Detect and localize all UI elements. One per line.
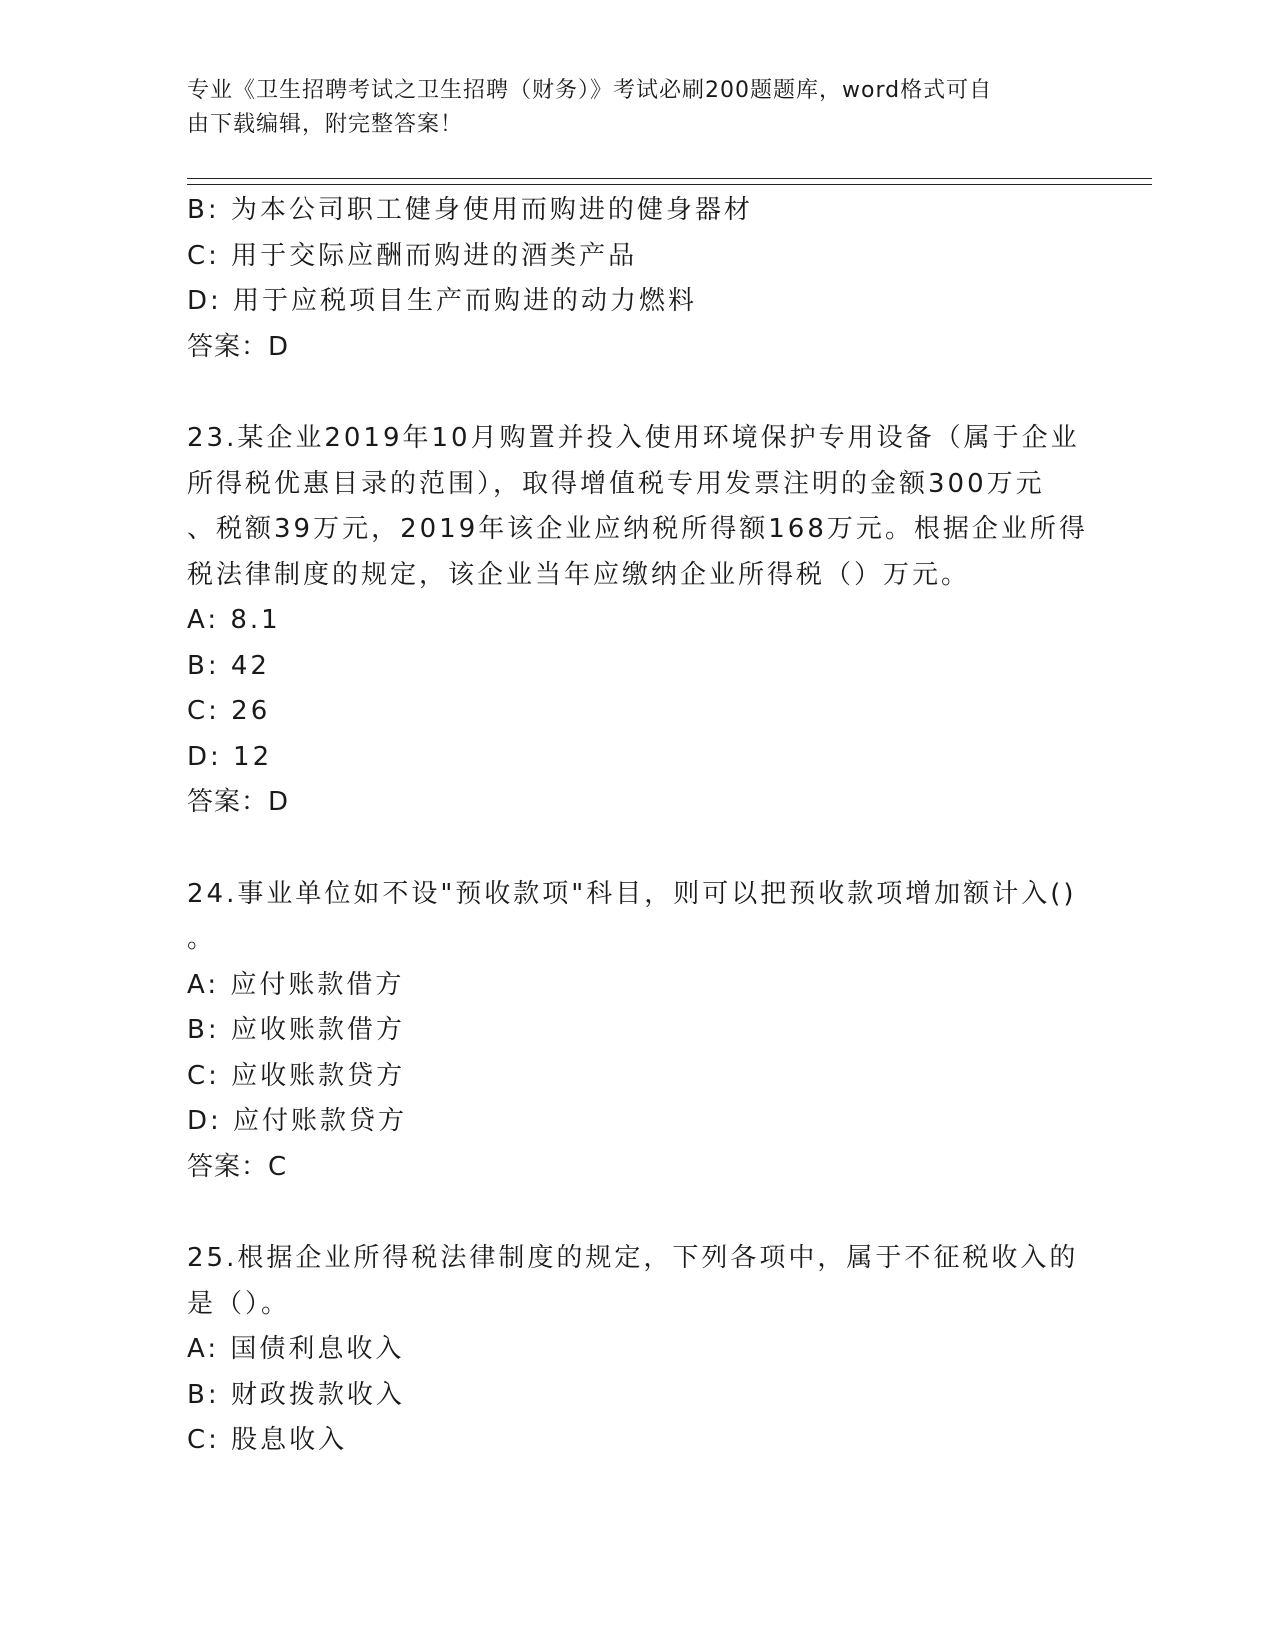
question-content — [187, 188, 1087, 1464]
spacer — [187, 370, 1087, 416]
option-a: A: 应付账款借方 — [187, 969, 405, 1000]
question-text-line: 24.事业单位如不设"预收款项"科目，则可以把预收款项增加额计入() — [187, 878, 1077, 909]
header-rule-bottom — [187, 184, 1152, 185]
question-25 — [187, 1236, 1087, 1464]
option-d: D: 12 — [187, 741, 273, 772]
header-rule-top — [187, 178, 1152, 179]
question-text-line: 是（）。 — [187, 1288, 291, 1319]
question-text-line: 税法律制度的规定，该企业当年应缴纳企业所得税（）万元。 — [187, 559, 971, 590]
answer: 答案：D — [187, 331, 290, 362]
question-text-line: 、税额39万元，2019年该企业应纳税所得额168万元。根据企业所得 — [187, 514, 1088, 544]
spacer — [187, 1190, 1087, 1236]
option-c: C: 用于交际应酬而购进的酒类产品 — [187, 240, 638, 271]
option-d: D: 用于应税项目生产而购进的动力燃料 — [187, 286, 698, 316]
question-text-line: 。 — [187, 924, 217, 954]
question-text-line: 23.某企业2019年10月购置并投入使用环境保护专用设备（属于企业 — [187, 423, 1080, 453]
answer: 答案：C — [187, 1151, 288, 1182]
option-d: D: 应付账款贷方 — [187, 1106, 408, 1136]
option-c: C: 26 — [187, 696, 271, 726]
question-text-line: 25.根据企业所得税法律制度的规定，下列各项中，属于不征税收入的 — [187, 1243, 1079, 1273]
header-line-2: 由下载编辑，附完整答案！ — [187, 112, 464, 137]
option-b: B: 为本公司职工健身使用而购进的健身器材 — [187, 195, 753, 225]
question-22 — [187, 188, 1087, 370]
answer: 答案：D — [187, 787, 290, 817]
spacer — [187, 826, 1087, 872]
option-c: C: 股息收入 — [187, 1425, 348, 1455]
option-b: B: 财政拨款收入 — [187, 1379, 405, 1410]
option-b: B: 应收账款借方 — [187, 1015, 405, 1045]
option-b: B: 42 — [187, 650, 270, 681]
question-text-line: 所得税优惠目录的范围），取得增值税专用发票注明的金额300万元 — [187, 468, 1045, 499]
option-a: A: 国债利息收入 — [187, 1334, 405, 1364]
question-23 — [187, 416, 1087, 826]
page-header — [187, 74, 1087, 142]
header-line-1: 专业《卫生招聘考试之卫生招聘（财务）》考试必刷200题题库，word格式可自 — [187, 78, 993, 103]
option-a: A: 8.1 — [187, 605, 281, 635]
option-c: C: 应收账款贷方 — [187, 1060, 406, 1091]
question-24 — [187, 872, 1087, 1191]
